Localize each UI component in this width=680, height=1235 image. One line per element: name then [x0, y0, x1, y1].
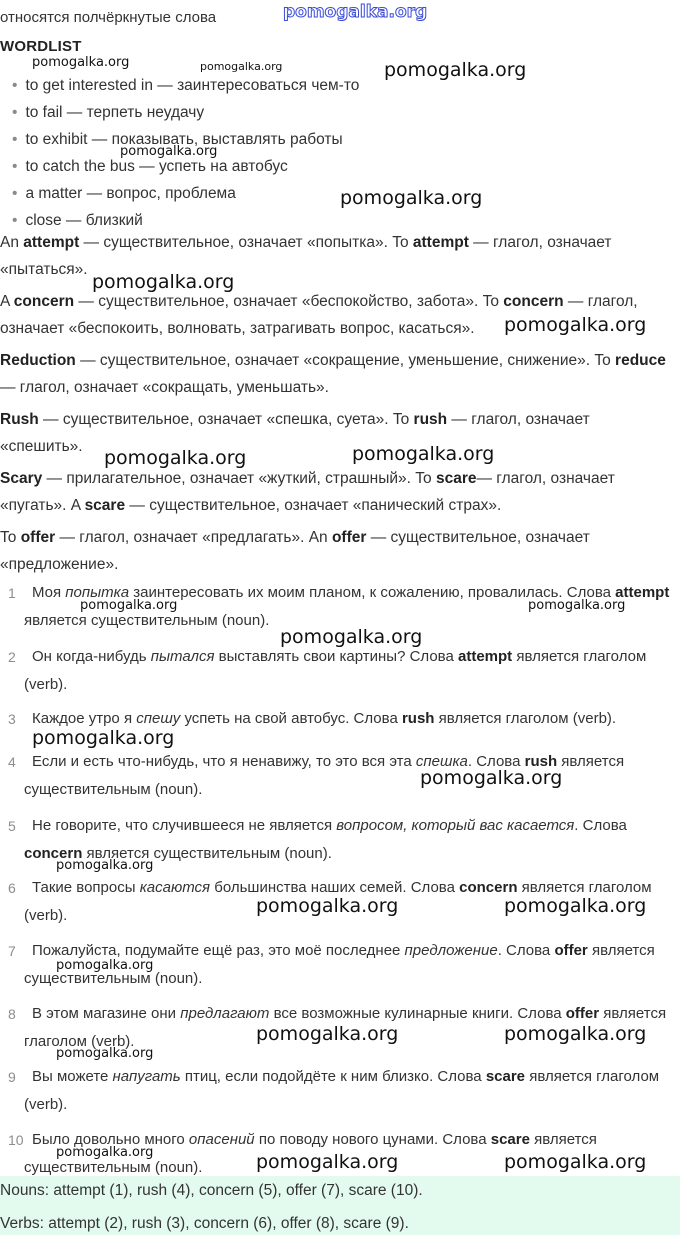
- watermark: pomogalka.org: [256, 1023, 399, 1045]
- explanation-paragraph: Rush — существительное, означает «спешка, суета». To rush — глагол, означает «спешить».: [0, 411, 590, 455]
- numbered-answer-item: 4 Если и есть что-нибудь, что я ненавижу, то это вся эта спешка. Слова rush является существительным (noun).: [8, 753, 625, 798]
- watermark: pomogalka.org: [256, 895, 399, 917]
- explanation-paragraph: Scary — прилагательное, означает «жуткий, страшный». To scare— глагол, означает «пугать». A scare — существительное, означает «панический страх».: [0, 470, 615, 514]
- watermark: pomogalka.org: [528, 598, 626, 613]
- watermark: pomogalka.org: [32, 727, 175, 749]
- explanation-paragraph: A concern — существительное, означает «беспокойство, забота». To concern — глагол, означает «беспокоить, волновать, затрагивать вопрос, касаться».: [0, 293, 638, 337]
- wordlist-item: • close — близкий: [12, 212, 143, 229]
- watermark: pomogalka.org: [504, 314, 647, 336]
- watermark: pomogalka.org: [56, 1046, 154, 1061]
- wordlist-item: • to get interested in — заинтересоваться чем-то: [12, 77, 360, 94]
- watermark: pomogalka.org: [200, 60, 283, 73]
- watermark: pomogalka.org: [56, 858, 154, 873]
- watermark: pomogalka.org: [340, 187, 483, 209]
- watermark: pomogalka.org: [352, 443, 495, 465]
- watermark: pomogalka.org: [104, 447, 247, 469]
- numbered-answer-item: 3 Каждое утро я спешу успеть на свой автобус. Слова rush является глаголом (verb).: [8, 710, 617, 727]
- numbered-answer-item: 10 Было довольно много опасений по поводу нового цунами. Слова scare является существительным (noun).: [8, 1131, 597, 1176]
- watermark: pomogalka.org: [56, 1145, 154, 1160]
- numbered-answer-item: 7 Пожалуйста, подумайте ещё раз, это моё последнее предложение. Слова offer является существительным (noun).: [8, 942, 655, 987]
- watermark: pomogalka.org: [120, 144, 218, 159]
- numbered-answer-item: 5 Не говорите, что случившееся не является вопросом, который вас касается. Слова concern является существительным (noun).: [8, 817, 627, 862]
- explanation-paragraph: Reduction — существительное, означает «сокращение, уменьшение, снижение». To reduce — глагол, означает «сокращать, уменьшать».: [0, 352, 666, 396]
- wordlist-item: • to exhibit — показывать, выставлять работы: [12, 131, 343, 148]
- numbered-answer-item: 8 В этом магазине они предлагают все возможные кулинарные книги. Слова offer является глаголом (verb).: [8, 1005, 667, 1050]
- numbered-answer-item: 9 Вы можете напугать птиц, если подойдёте к ним близко. Слова scare является глаголом (verb).: [8, 1068, 660, 1113]
- wordlist-item: • a matter — вопрос, проблема: [12, 185, 236, 202]
- numbered-answer-item: 6 Такие вопросы касаются большинства наших семей. Слова concern является глаголом (verb).: [8, 879, 652, 924]
- cut-off-text-line: относятся полчёркнутые слова: [0, 9, 217, 26]
- site-header-watermark: pomogalka.org: [283, 2, 428, 22]
- watermark: pomogalka.org: [256, 1151, 399, 1173]
- wordlist-title: WORDLIST: [0, 38, 82, 55]
- explanation-paragraph: To offer — глагол, означает «предлагать». An offer — существительное, означает «предложение».: [0, 529, 590, 573]
- watermark: pomogalka.org: [92, 271, 235, 293]
- explanation-paragraph: An attempt — существительное, означает «попытка». To attempt — глагол, означает «пытаться».: [0, 234, 612, 278]
- nouns-answer: Nouns: attempt (1), rush (4), concern (5), offer (7), scare (10).: [0, 1182, 423, 1199]
- verbs-answer: Verbs: attempt (2), rush (3), concern (6), offer (8), scare (9).: [0, 1215, 409, 1232]
- numbered-answer-item: 2 Он когда-нибудь пытался выставлять свои картины? Слова attempt является глаголом (verb).: [8, 648, 647, 693]
- watermark: pomogalka.org: [504, 1151, 647, 1173]
- watermark: pomogalka.org: [420, 767, 563, 789]
- watermark: pomogalka.org: [280, 626, 423, 648]
- watermark: pomogalka.org: [504, 895, 647, 917]
- numbered-answer-item: 1 Моя попытка заинтересовать их моим планом, к сожалению, провалилась. Слова attempt является существительным (noun).: [8, 584, 670, 629]
- watermark: pomogalka.org: [80, 598, 178, 613]
- watermark: pomogalka.org: [384, 59, 527, 81]
- wordlist-item: • to catch the bus — успеть на автобус: [12, 158, 288, 175]
- wordlist-item: • to fail — терпеть неудачу: [12, 104, 205, 121]
- watermark: pomogalka.org: [56, 958, 154, 973]
- watermark: pomogalka.org: [32, 55, 130, 70]
- watermark: pomogalka.org: [504, 1023, 647, 1045]
